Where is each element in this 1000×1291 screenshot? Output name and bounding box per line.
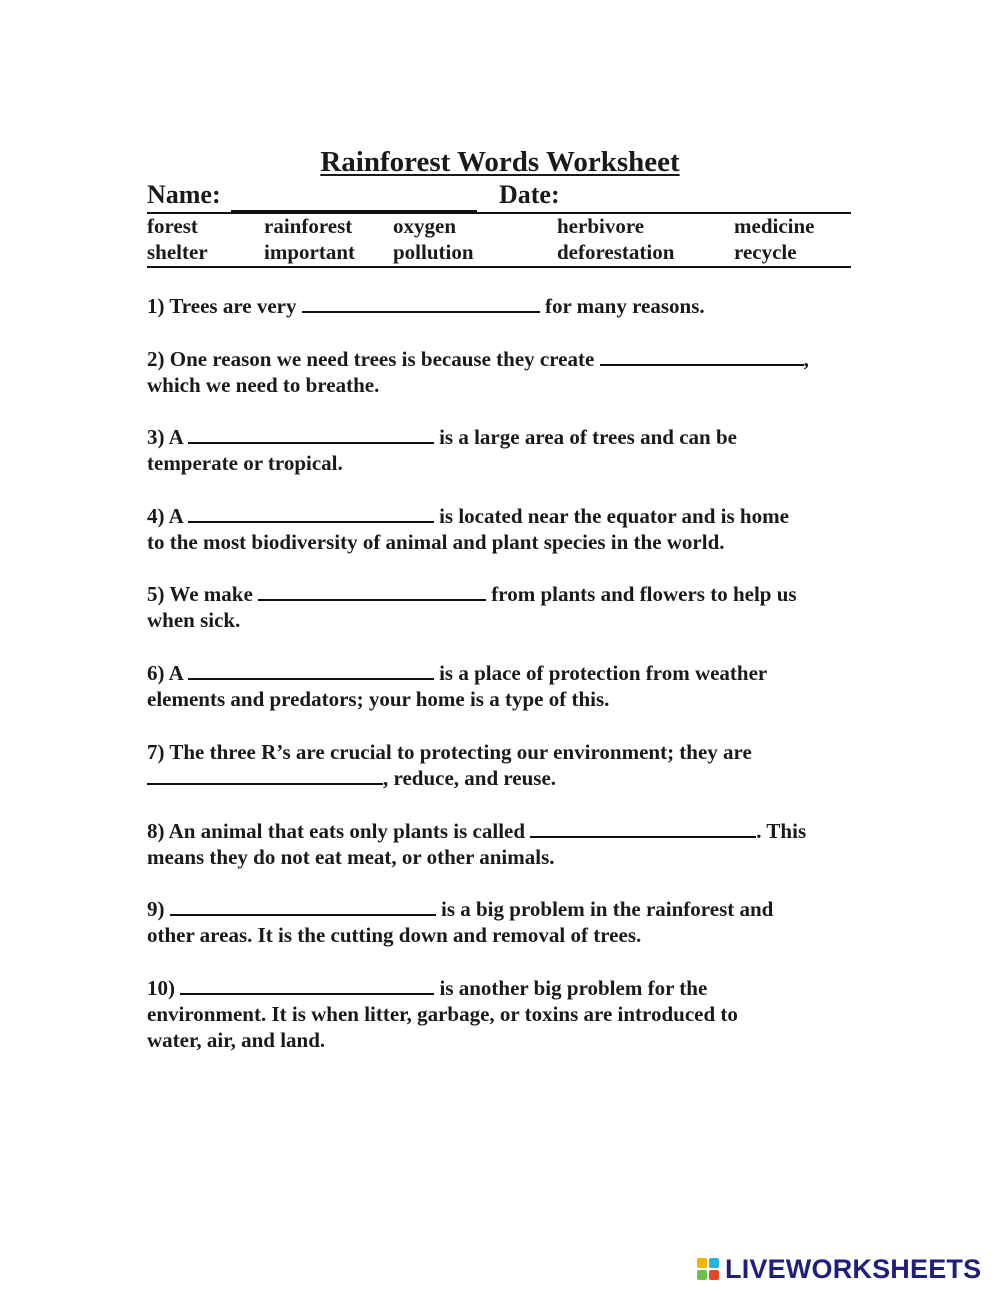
word-bank-item: important bbox=[264, 240, 355, 264]
answer-blank-4[interactable] bbox=[188, 503, 434, 523]
logo-text: LIVEWORKSHEETS bbox=[725, 1254, 982, 1284]
question-text: 7) The three R’s are crucial to protecting our environment; they are bbox=[147, 740, 752, 764]
question-text: 6) A bbox=[147, 661, 183, 685]
question-text: which we need to breathe. bbox=[147, 373, 380, 397]
word-bank-item: herbivore bbox=[557, 214, 645, 238]
question-text: when sick. bbox=[147, 608, 241, 632]
word-bank-item: rainforest bbox=[264, 214, 353, 238]
question-text: elements and predators; your home is a type of this. bbox=[147, 687, 610, 711]
name-date-row bbox=[147, 180, 851, 214]
question-text: 4) A bbox=[147, 504, 183, 528]
question-text: environment. It is when litter, garbage, or toxins are introduced to bbox=[147, 1002, 738, 1026]
answer-blank-7[interactable] bbox=[147, 765, 383, 785]
word-bank bbox=[147, 214, 851, 268]
answer-blank-5[interactable] bbox=[258, 581, 486, 601]
date-label: Date: bbox=[499, 180, 560, 209]
question-text: , reduce, and reuse. bbox=[383, 766, 557, 790]
question-1 bbox=[147, 293, 857, 319]
question-5 bbox=[147, 581, 857, 633]
question-10 bbox=[147, 975, 857, 1053]
answer-blank-1[interactable] bbox=[302, 293, 540, 313]
answer-blank-9[interactable] bbox=[170, 896, 436, 916]
answer-blank-6[interactable] bbox=[188, 660, 434, 680]
question-text: 10) bbox=[147, 976, 175, 1000]
question-text: means they do not eat meat, or other animals. bbox=[147, 845, 555, 869]
question-text: 5) We make bbox=[147, 582, 253, 606]
question-text: 8) An animal that eats only plants is called bbox=[147, 819, 526, 843]
word-bank-item: medicine bbox=[734, 214, 815, 238]
question-text: 2) One reason we need trees is because they create bbox=[147, 347, 595, 371]
question-text: . This bbox=[756, 819, 807, 843]
name-field[interactable] bbox=[231, 210, 477, 212]
word-bank-item: shelter bbox=[147, 240, 208, 264]
word-bank-item: deforestation bbox=[557, 240, 675, 264]
question-3 bbox=[147, 424, 857, 476]
word-bank-item: recycle bbox=[734, 240, 797, 264]
question-text: is a large area of trees and can be bbox=[439, 425, 737, 449]
question-2 bbox=[147, 346, 857, 398]
question-7 bbox=[147, 739, 857, 791]
question-6 bbox=[147, 660, 857, 712]
question-text: to the most biodiversity of animal and plant species in the world. bbox=[147, 530, 725, 554]
question-8 bbox=[147, 818, 857, 870]
question-4 bbox=[147, 503, 857, 555]
question-text: other areas. It is the cutting down and removal of trees. bbox=[147, 923, 642, 947]
logo-grid-icon bbox=[697, 1258, 721, 1282]
answer-blank-3[interactable] bbox=[188, 424, 434, 444]
question-text: , bbox=[803, 347, 809, 371]
question-text: is located near the equator and is home bbox=[439, 504, 789, 528]
name-label: Name: bbox=[147, 180, 221, 209]
question-text: is a place of protection from weather bbox=[439, 661, 768, 685]
question-text: temperate or tropical. bbox=[147, 451, 343, 475]
answer-blank-2[interactable] bbox=[600, 346, 804, 366]
question-text: 9) bbox=[147, 897, 165, 921]
word-bank-item: pollution bbox=[393, 240, 474, 264]
word-bank-item: oxygen bbox=[393, 214, 456, 238]
word-bank-item: forest bbox=[147, 214, 198, 238]
question-text: 1) Trees are very bbox=[147, 294, 297, 318]
question-text: is a big problem in the rainforest and bbox=[441, 897, 774, 921]
worksheet-title: Rainforest Words Worksheet bbox=[320, 146, 680, 178]
question-text: 3) A bbox=[147, 425, 183, 449]
answer-blank-8[interactable] bbox=[530, 818, 756, 838]
answer-blank-10[interactable] bbox=[180, 975, 434, 995]
question-text: for many reasons. bbox=[544, 294, 705, 318]
question-text: water, air, and land. bbox=[147, 1028, 326, 1052]
question-text: from plants and flowers to help us bbox=[491, 582, 797, 606]
question-text: is another big problem for the bbox=[439, 976, 708, 1000]
question-9 bbox=[147, 896, 857, 948]
